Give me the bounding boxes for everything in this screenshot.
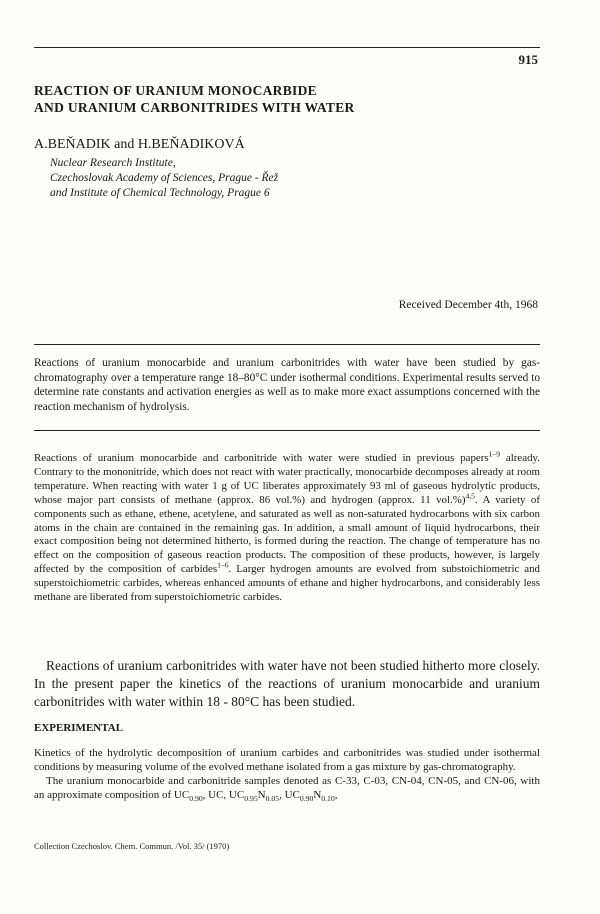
ref-1: 1–9: [488, 449, 501, 459]
paper-title: [34, 82, 540, 116]
received-date: Received December 4th, 1968: [398, 299, 538, 311]
exp-sub-4: 0.90: [299, 794, 314, 804]
intro-text-c: . A variety of components such as ethane, ethene, acetylene, and saturated as well as non-saturated hydrocarbons with six carbon atoms in the chain are contained in the remaining gas. In addition, a small amount of liquid hydrocarbons, their exact composition being not determined hitherto, is formed during the reaction. The change of temperature has no effect on the composition of gaseous reaction products. The composition of these products, however, is largely affected by the composition of carbides: [34, 493, 540, 576]
page-number: 915: [518, 52, 538, 67]
exp-text-d: , UC: [279, 789, 300, 801]
intro-paragraph-1: [34, 449, 540, 605]
affiliation: [50, 156, 278, 201]
authors: A.BEŇADIK and H.BEŇADIKOVÁ: [34, 137, 245, 152]
experimental-paragraph-2: [34, 774, 540, 802]
title-line-1: REACTION OF URANIUM MONOCARBIDE: [34, 83, 317, 98]
exp-text-e: N: [313, 789, 322, 801]
abstract-top-rule: [34, 344, 540, 345]
section-heading-experimental: EXPERIMENTAL: [34, 722, 124, 734]
abstract-text: Reactions of uranium monocarbide and uranium carbonitrides with water have been studied by gas-chromatography over a temperature range 18–80°C under isothermal conditions. Experimental results served to determine rate constants and activation energies as well as to make more exact assumptions concerned with the reaction mechanism of hydrolysis.: [34, 357, 540, 413]
exp-sub-1: 0.90: [189, 794, 203, 804]
intro-text-d: . Larger hydrogen amounts are evolved from substoichiometric and superstoichiometric carbides, whereas enhanced amounts of ethane and higher hydrocarbons, and considerably less methane are liberated from superstoichiometric carbides.: [34, 563, 540, 604]
intro-text-a: Reactions of uranium monocarbide and carbonitride with water were studied in previous papers: [34, 452, 489, 464]
exp-text-b: , UC, UC: [202, 789, 245, 801]
affiliation-line-2: Czechoslovak Academy of Sciences, Prague - Řež: [50, 172, 279, 184]
journal-footer: Collection Czechoslov. Chem. Commun. /Vol. 35/ (1970): [34, 841, 230, 851]
exp-text-c: N: [257, 789, 266, 801]
intro-text-b: already. Contrary to the mononitride, which does not react with water practically, monocarbide decomposes already at room temperature. When reacting with water 1 g of UC liberates approximately 93 ml of gaseous hydrolytic products, whose major part consists of methane (approx. 86 vol.%) and hydrogen (approx. 11 vol.%): [34, 452, 540, 506]
abstract-bottom-rule: [34, 430, 540, 431]
exp-sub-5: 0.10: [321, 794, 335, 804]
exp-sub-3: 0.05: [265, 794, 280, 804]
exp-text-a: The uranium monocarbide and carbonitride samples denoted as C-33, C-03, CN-04, CN-05, and CN-06, with an approximate composition of UC: [34, 775, 540, 801]
experimental-body: [34, 746, 540, 802]
ref-2: 4,5: [465, 491, 475, 501]
affiliation-line-1: Nuclear Research Institute,: [50, 157, 176, 169]
affiliation-line-3: and Institute of Chemical Technology, Prague 6: [50, 187, 270, 199]
header-rule: [34, 47, 540, 48]
title-line-2: AND URANIUM CARBONITRIDES WITH WATER: [34, 100, 355, 115]
abstract: [34, 356, 540, 414]
exp-sub-2: 0.95: [244, 794, 258, 804]
intro-text-2: Reactions of uranium carbonitrides with water have not been studied hitherto more closely. In the present paper the kinetics of the reactions of uranium monocarbide and uranium carbonitrides with water within 18 - 80°C has been studied.: [34, 658, 540, 709]
intro-paragraph-2: [34, 657, 540, 711]
experimental-paragraph-1: Kinetics of the hydrolytic decomposition of uranium carbides and carbonitrides was studied under isothermal conditions by measuring volume of the evolved methane isolated from a gas mixture by gas-chromatography.: [34, 747, 540, 773]
ref-3: 1–6: [217, 560, 229, 570]
exp-text-f: ,: [334, 789, 338, 801]
